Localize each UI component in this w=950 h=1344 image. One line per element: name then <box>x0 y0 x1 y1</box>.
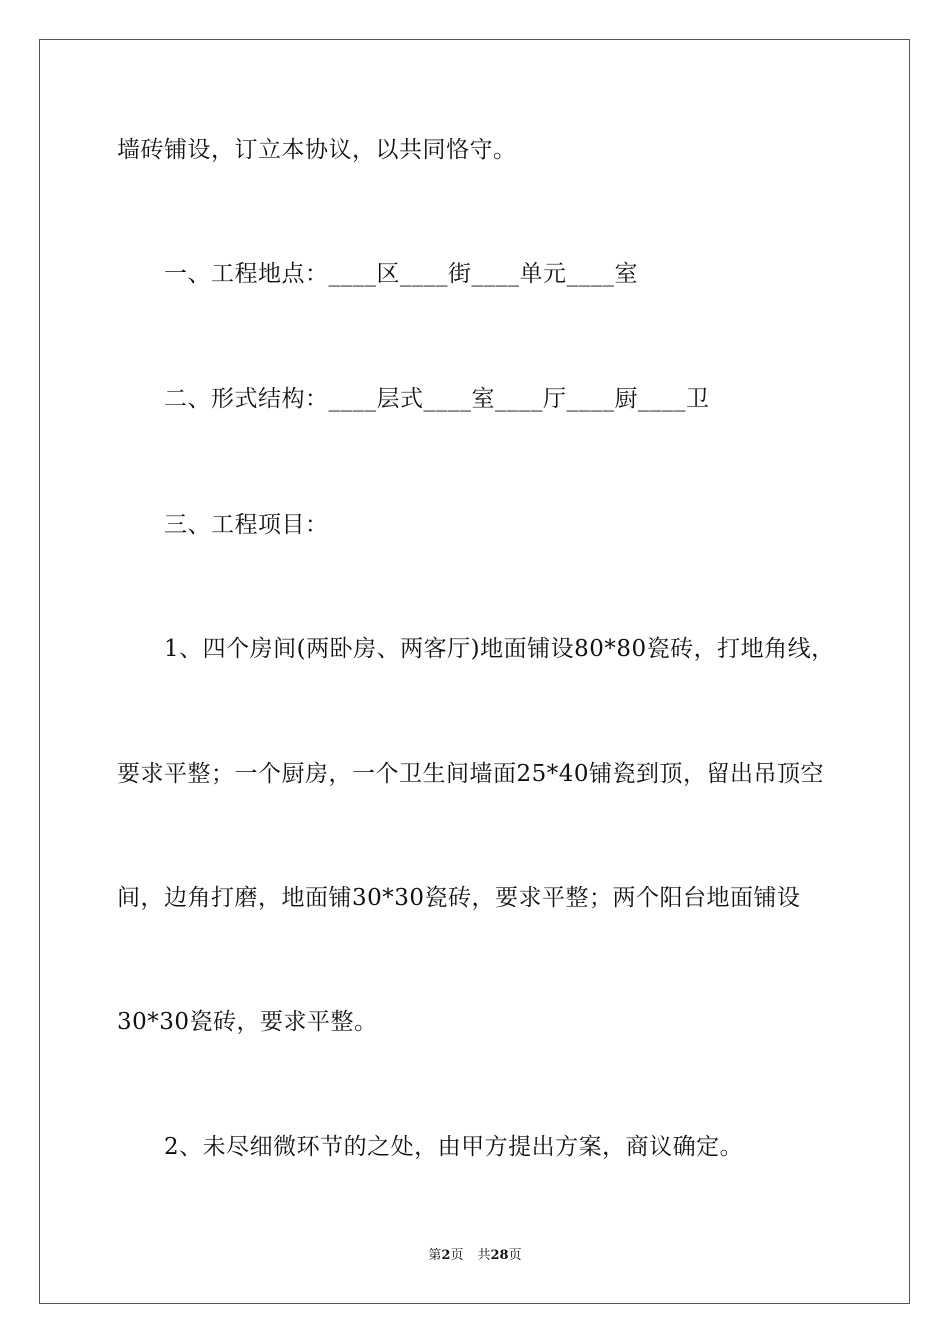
structure-line: 二、形式结构：____层式____室____厅____厨____卫 <box>164 386 710 412</box>
paragraph-continuation: 墙砖铺设，订立本协议，以共同恪守。 <box>117 137 517 163</box>
project-items-heading: 三、工程项目： <box>164 512 329 538</box>
total-pages: 28 <box>490 1248 509 1263</box>
total-prefix: 共 <box>477 1248 491 1263</box>
item-2-line: 2、未尽细微环节的之处，由甲方提出方案，商议确定。 <box>164 1134 744 1160</box>
page-suffix: 页 <box>450 1248 464 1263</box>
page-number: 2 <box>441 1248 451 1263</box>
item-1-line-4: 30*30瓷砖，要求平整。 <box>117 1009 378 1035</box>
item-1-line-1: 1、四个房间(两卧房、两客厅)地面铺设80*80瓷砖，打地角线， <box>164 636 835 662</box>
project-location-line: 一、工程地点：____区____街____单元____室 <box>164 261 638 287</box>
item-1-line-2: 要求平整；一个厨房，一个卫生间墙面25*40铺瓷到顶，留出吊顶空 <box>117 761 825 787</box>
total-suffix: 页 <box>508 1248 522 1263</box>
page-prefix: 第 <box>428 1248 442 1263</box>
item-1-line-3: 间，边角打磨，地面铺30*30瓷砖，要求平整；两个阳台地面铺设 <box>117 885 801 911</box>
page-border <box>39 39 910 1304</box>
page-footer <box>0 1247 950 1265</box>
